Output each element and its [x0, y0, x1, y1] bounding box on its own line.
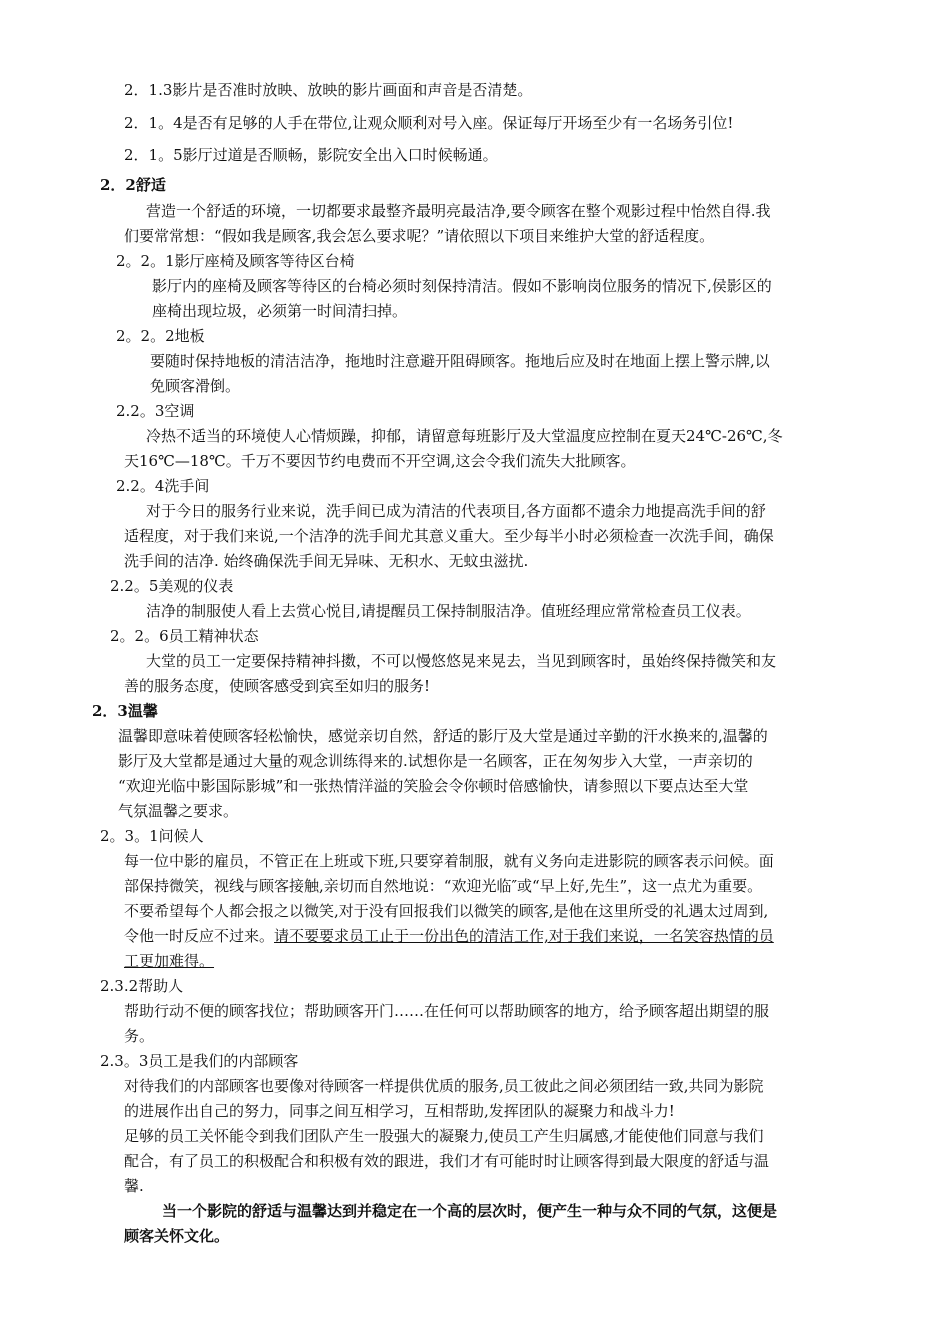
- subheading-2-2-5: 2.2。5美观的仪表: [110, 577, 234, 595]
- warmth-intro-line: 温馨即意味着使顾客轻松愉快，感觉亲切自然，舒适的影厅及大堂是通过辛勤的汗水换来的,温馨的: [118, 727, 768, 745]
- warmth-intro-line: “欢迎光临中影国际影城”和一张热情洋溢的笑脸会令你顿时倍感愉快，请参照以下要点达至大堂: [118, 777, 749, 795]
- paragraph-line: 务。: [124, 1027, 155, 1045]
- paragraph-line: 洗手间的洁净. 始终确保洗手间无异味、无积水、无蚊虫滋扰.: [124, 552, 529, 570]
- paragraph-line: 对待我们的内部顾客也要像对待顾客一样提供优质的服务,员工彼此之间必须团结一致,共同为影院: [124, 1077, 764, 1095]
- warmth-intro-line: 气氛温馨之要求。: [118, 802, 239, 820]
- paragraph-line: 馨.: [124, 1177, 144, 1195]
- closing-statement: 当一个影院的舒适与温馨达到并稳定在一个高的层次时，便产生一种与众不同的气氛，这便是: [162, 1202, 778, 1220]
- paragraph-line: 影厅内的座椅及顾客等待区的台椅必须时刻保持清洁。假如不影响岗位服务的情况下,侯影区的: [152, 277, 772, 295]
- paragraph-text: 令他一时反应不过来。: [124, 927, 275, 945]
- subheading-2-3-1: 2。3。1问候人: [100, 827, 204, 845]
- paragraph-line: 帮助行动不便的顾客找位；帮助顾客开门……在任何可以帮助顾客的地方，给予顾客超出期望的服: [124, 1002, 770, 1020]
- underlined-emphasis: 工更加难得。: [124, 952, 215, 970]
- paragraph-line: 每一位中影的雇员，不管正在上班或下班,只要穿着制服，就有义务向走进影院的顾客表示问候。面: [124, 852, 774, 870]
- paragraph-line: 冷热不适当的环境使人心情烦躁，抑郁，请留意每班影厅及大堂温度应控制在夏天24℃-26℃,冬: [146, 427, 783, 445]
- subheading-2-3-2: 2.3.2帮助人: [100, 977, 184, 995]
- paragraph-line: 的进展作出自己的努力，同事之间互相学习，互相帮助,发挥团队的凝聚力和战斗力!: [124, 1102, 675, 1120]
- paragraph-line: 要随时保持地板的清洁洁净，拖地时注意避开阻碍顾客。拖地后应及时在地面上摆上警示牌,以: [150, 352, 770, 370]
- paragraph-line: 部保持微笑，视线与顾客接触,亲切而自然地说：“欢迎光临″或“早上好,先生”，这一点尤为重要。: [124, 877, 763, 895]
- paragraph-line: 善的服务态度，使顾客感受到宾至如归的服务!: [124, 677, 431, 695]
- subheading-2-2-3: 2.2。3空调: [116, 402, 195, 420]
- item-2-1-3: 2．1.3影片是否准时放映、放映的影片画面和声音是否清楚。: [124, 81, 533, 99]
- subheading-2-2-1: 2。2。1影厅座椅及顾客等待区台椅: [116, 252, 355, 270]
- paragraph-line: 足够的员工关怀能令到我们团队产生一股强大的凝聚力,使员工产生归属感,才能使他们同意与我们: [124, 1127, 764, 1145]
- subheading-2-3-3: 2.3。3员工是我们的内部顾客: [100, 1052, 299, 1070]
- paragraph-line: 座椅出现垃圾，必须第一时间清扫掉。: [152, 302, 408, 320]
- section-heading-comfort: 2．2舒适: [100, 176, 166, 194]
- item-2-1-4: 2．1。4是否有足够的人手在带位,让观众顺利对号入座。保证每厅开场至少有一名场务引位!: [124, 114, 734, 132]
- comfort-intro-line: 们要常常想：“假如我是顾客,我会怎么要求呢？”请依照以下项目来维护大堂的舒适程度。: [124, 227, 715, 245]
- paragraph-line: 洁净的制服使人看上去赏心悦目,请提醒员工保持制服洁净。值班经理应常常检查员工仪表。: [146, 602, 751, 620]
- warmth-intro-line: 影厅及大堂都是通过大量的观念训练得来的.试想你是一名顾客，正在匆匆步入大堂，一声亲切的: [118, 752, 753, 770]
- paragraph-line-mixed: [124, 926, 774, 946]
- paragraph-line: 天16℃—18℃。千万不要因节约电费而不开空调,这会令我们流失大批顾客。: [124, 452, 636, 470]
- paragraph-line: 配合，有了员工的积极配合和积极有效的跟进，我们才有可能时时让顾客得到最大限度的舒适与温: [124, 1152, 770, 1170]
- paragraph-line: 免顾客滑倒。: [150, 377, 241, 395]
- paragraph-line: 适程度，对于我们来说,一个洁净的洗手间尤其意义重大。至少每半小时必须检查一次洗手间，确保: [124, 527, 774, 545]
- section-heading-warmth: 2．3温馨: [92, 702, 158, 720]
- subheading-2-2-6: 2。2。6员工精神状态: [110, 627, 259, 645]
- paragraph-line: 大堂的员工一定要保持精神抖擞，不可以慢悠悠晃来晃去，当见到顾客时，虽始终保持微笑和友: [146, 652, 777, 670]
- subheading-2-2-4: 2.2。4洗手间: [116, 477, 210, 495]
- item-2-1-5: 2．1。5影厅过道是否顺畅，影院安全出入口时候畅通。: [124, 146, 498, 164]
- comfort-intro-line: 营造一个舒适的环境，一切都要求最整齐最明亮最洁净,要令顾客在整个观影过程中怡然自得.我: [146, 202, 771, 220]
- underlined-emphasis: 请不要要求员工止于一份出色的清洁工作,对于我们来说，一名笑容热情的员: [274, 927, 774, 945]
- paragraph-line: 不要希望每个人都会报之以微笑,对于没有回报我们以微笑的顾客,是他在这里所受的礼遇太过周到,: [124, 902, 769, 920]
- closing-statement: 顾客关怀文化。: [124, 1227, 230, 1245]
- subheading-2-2-2: 2。2。2地板: [116, 327, 205, 345]
- paragraph-line: 对于今日的服务行业来说，洗手间已成为清洁的代表项目,各方面都不遗余力地提高洗手间的舒: [146, 502, 766, 520]
